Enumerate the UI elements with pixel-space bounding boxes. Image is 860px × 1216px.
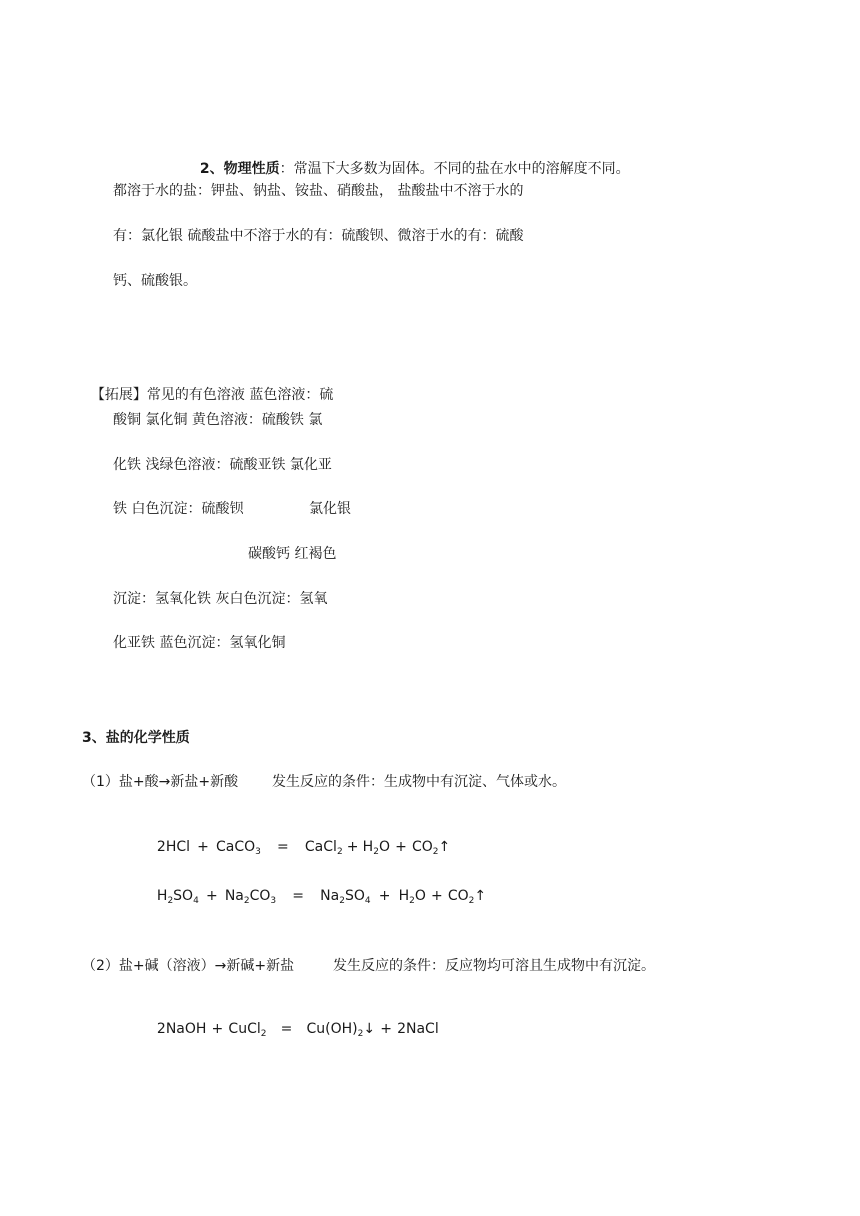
eq2-term: Na — [224, 888, 244, 904]
extension-line-1 — [82, 365, 333, 405]
extension-tag: 【拓展】 — [90, 387, 147, 403]
physical-properties-line — [191, 139, 630, 179]
eq1-sub: 2 — [336, 847, 343, 857]
eq1-plus: + — [346, 839, 359, 855]
eq2-sub: 2 — [468, 896, 475, 906]
eq2-term: CO — [249, 888, 271, 904]
eq2-term: H — [398, 888, 410, 904]
eq3-plus: + — [380, 1021, 392, 1037]
eq3-plus: + — [211, 1021, 224, 1037]
eq3-term: 2NaOH — [156, 1021, 207, 1037]
eq2-sub: 4 — [193, 896, 199, 906]
eq2-term: O — [414, 888, 426, 904]
eq2-sub: 2 — [243, 896, 250, 906]
eq2-sub: 2 — [167, 896, 174, 906]
eq1-sub: 3 — [255, 847, 261, 857]
extension-text-1: 常见的有色溶液 蓝色溶液：硫 — [146, 387, 334, 403]
equation-2 — [148, 866, 486, 906]
eq3-sub: 2 — [260, 1029, 267, 1039]
extension-line-4: 铁 白色沉淀：硫酸钡 — [113, 501, 244, 517]
physical-line-2: 有：氯化银 硫酸盐中不溶于水的有：硫酸钡、微溶于水的有：硫酸 — [113, 228, 524, 244]
eq2-sub: 2 — [409, 896, 415, 906]
physical-line-1: 都溶于水的盐：钾盐、钠盐、铵盐、硝酸盐， 盐酸盐中不溶于水的 — [113, 183, 524, 199]
eq1-equals: = — [277, 839, 289, 855]
condition-2: 发生反应的条件：反应物均可溶且生成物中有沉淀。 — [333, 958, 655, 974]
eq2-term: H — [156, 888, 168, 904]
eq2-sub: 2 — [339, 896, 345, 906]
eq3-term: Cu(OH) — [306, 1021, 358, 1037]
eq1-plus: + — [197, 839, 209, 855]
eq2-term: SO — [344, 888, 365, 904]
eq1-plus: + — [395, 839, 407, 855]
eq3-sub: 2 — [357, 1029, 364, 1039]
rule-1: （1）盐+酸→新盐+新酸 — [82, 774, 239, 790]
eq2-term: Na — [320, 888, 340, 904]
physical-intro: ：常温下大多数为固体。不同的盐在水中的溶解度不同。 — [279, 161, 630, 177]
physical-heading: 2、物理性质 — [199, 161, 280, 177]
eq1-term: CaCO — [216, 839, 256, 855]
equation-3 — [148, 999, 439, 1039]
eq1-term: H — [362, 839, 374, 855]
physical-line-3: 钙、硫酸银。 — [113, 273, 197, 289]
eq2-term: CO — [447, 888, 469, 904]
extension-line-5: 碳酸钙 红褐色 — [248, 546, 337, 562]
eq2-sub: 3 — [270, 896, 277, 906]
eq2-plus: + — [431, 888, 443, 904]
gas-arrow-icon: ↑ — [438, 839, 451, 855]
equation-1 — [148, 817, 450, 857]
eq1-sub: 2 — [432, 847, 439, 857]
extension-line-3: 化铁 浅绿色溶液：硫酸亚铁 氯化亚 — [113, 457, 332, 473]
eq3-term: 2NaCl — [397, 1021, 439, 1037]
eq1-sub: 2 — [373, 847, 379, 857]
precipitate-arrow-icon: ↓ — [363, 1021, 376, 1037]
eq2-equals: = — [292, 888, 304, 904]
eq2-sub: 4 — [364, 896, 371, 906]
eq2-plus: + — [378, 888, 391, 904]
eq1-term: 2HCl — [156, 839, 191, 855]
eq3-term: CuCl — [228, 1021, 261, 1037]
eq1-term: O — [378, 839, 390, 855]
extension-line-6: 沉淀：氢氧化铁 灰白色沉淀：氢氧 — [113, 591, 328, 607]
gas-arrow-icon: ↑ — [474, 888, 487, 904]
condition-1: 发生反应的条件：生成物中有沉淀、气体或水。 — [272, 774, 566, 790]
eq2-term: SO — [173, 888, 194, 904]
extension-line-7: 化亚铁 蓝色沉淀：氢氧化铜 — [113, 635, 286, 651]
extension-line-2: 酸铜 氯化铜 黄色溶液：硫酸铁 氯 — [113, 412, 323, 428]
eq2-plus: + — [205, 888, 218, 904]
eq3-equals: = — [280, 1021, 293, 1037]
chemical-heading: 3、盐的化学性质 — [82, 730, 190, 746]
rule-2: （2）盐+碱（溶液）→新碱+新盐 — [82, 958, 295, 974]
eq1-term: CaCl — [304, 839, 337, 855]
extension-line-4b: 氯化银 — [309, 501, 351, 517]
eq1-term: CO — [411, 839, 433, 855]
